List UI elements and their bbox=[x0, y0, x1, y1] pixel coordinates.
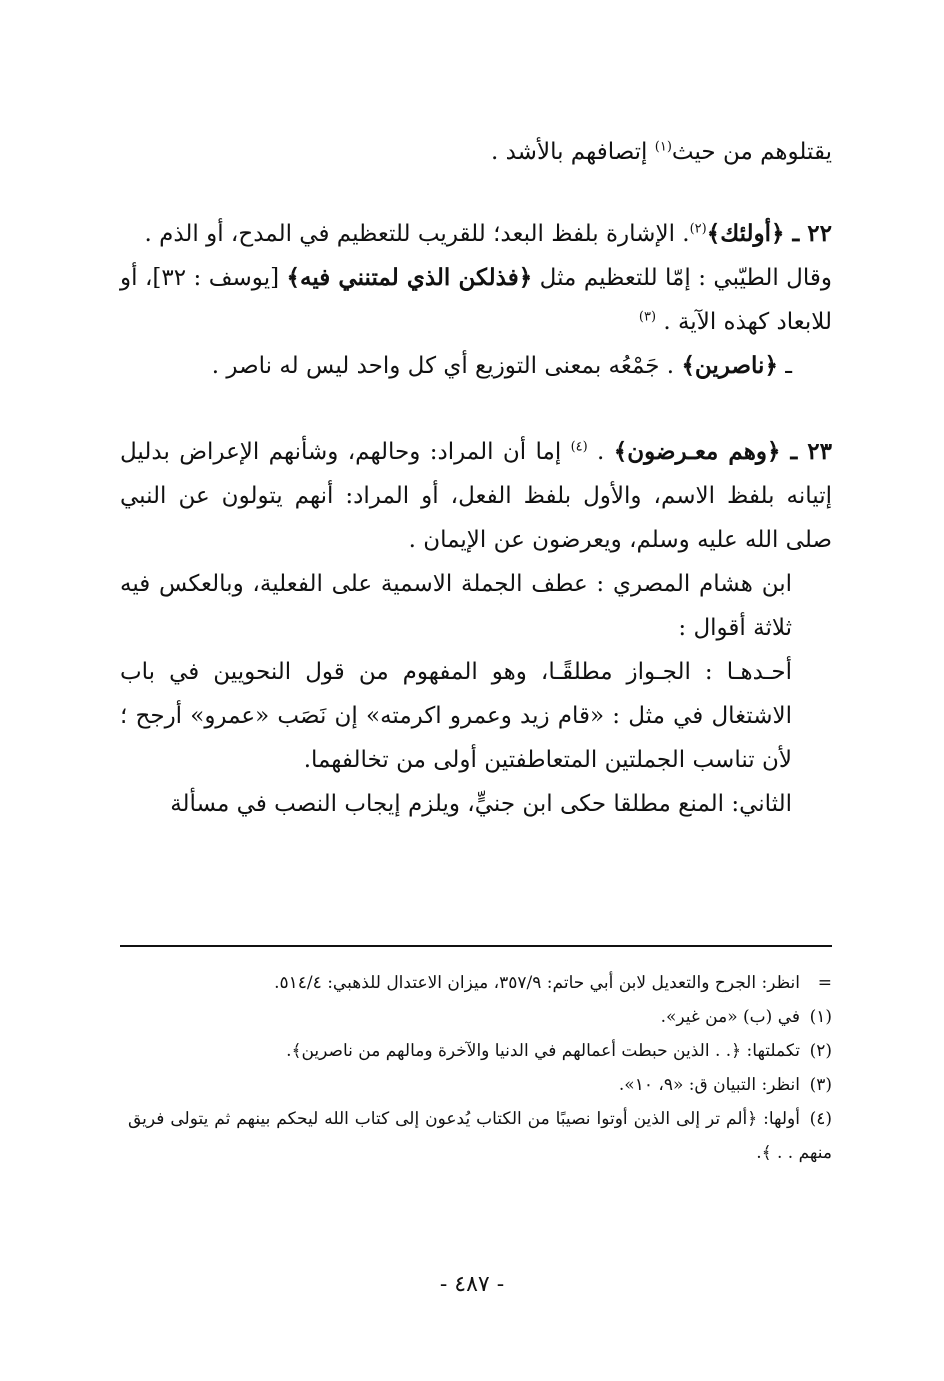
section-22-tibi bbox=[120, 256, 832, 344]
section-number-23: ٢٣ ـ bbox=[780, 438, 832, 465]
footnote-number: (٤) bbox=[809, 1109, 832, 1129]
footnote-2 bbox=[128, 1034, 832, 1068]
continuation-text: انظر: الجرح والتعديل لابن أبي حاتم: ٣٥٧/٩، ميزان الاعتدال للذهبي: ٥١٤/٤. bbox=[274, 973, 800, 993]
main-text bbox=[120, 130, 832, 826]
section-22 bbox=[120, 212, 832, 256]
section-23-second-opinion: الثاني: المنع مطلقا حكى ابن جنيٍّ، ويلزم إيجاب النصب في مسألة bbox=[170, 791, 792, 817]
dash: ـ bbox=[777, 353, 792, 379]
footnote-ref-4: (٤) bbox=[570, 439, 588, 455]
dot: . bbox=[587, 439, 614, 465]
nasirin-text: . جَمْعُه بمعنى التوزيع أي كل واحد ليس له ناصر . bbox=[211, 353, 682, 379]
tibi-text-end: [يوسف : ٣٢]، أو للابعاد كهذه الآية . bbox=[120, 265, 832, 335]
footnote-text: انظر: التبيان ق: «٩، ١٠». bbox=[618, 1075, 800, 1095]
footnote-text: أولها: ﴿ألم تر إلى الذين أوتوا نصيبًا من الكتاب يُدعون إلى كتاب الله ليحكم بينهم ثم يتولى فريق منهم . . ﴾. bbox=[128, 1109, 832, 1163]
footnote-continuation bbox=[128, 966, 832, 1000]
footnote-ref-1: (١) bbox=[654, 139, 672, 155]
page-number: - ٤٨٧ - bbox=[439, 1272, 505, 1297]
intro-text-end: إتصافهم بالأشد . bbox=[490, 139, 655, 165]
section-number-22: ٢٢ ـ bbox=[784, 220, 832, 247]
quran-quote-23: ﴿وهم معـرضون﴾ bbox=[613, 438, 781, 465]
footnote-4 bbox=[128, 1102, 832, 1170]
continuation-mark: = bbox=[817, 973, 832, 993]
footnote-divider bbox=[120, 945, 832, 947]
quran-quote-nasirin: ﴿ناصرين﴾ bbox=[681, 352, 778, 379]
intro-text: يقتلوهم من حيث bbox=[671, 139, 832, 165]
section-23-ibn-hisham: ابن هشام المصري : عطف الجملة الاسمية على الفعلية، وبالعكس فيه ثلاثة أقوال : bbox=[120, 571, 792, 641]
footnote-text: تكملتها: ﴿. . الذين حبطت أعمالهم في الدنيا والآخرة ومالهم من ناصرين﴾. bbox=[286, 1041, 800, 1061]
section-23-first-opinion: أحـدهـا : الجـواز مطلقًـا، وهو المفهوم من قول النحويين في باب الاشتغال في مثل : «قام زيد وعمرو اكرمته» إن نَصَب «عمرو» أرجح ؛ لأن تناسب الجملتين المتعاطفتين أولى من تخالفهما. bbox=[120, 659, 792, 773]
footnotes bbox=[128, 966, 832, 1170]
footnote-1 bbox=[128, 1000, 832, 1034]
footnote-number: (٣) bbox=[809, 1075, 832, 1095]
footnote-text: في (ب) «من غير». bbox=[660, 1007, 800, 1027]
quran-quote-22: ﴿أولئك﴾ bbox=[706, 220, 785, 247]
footnote-3 bbox=[128, 1068, 832, 1102]
footnote-number: (١) bbox=[809, 1007, 832, 1027]
footnote-ref-3: (٣) bbox=[638, 309, 657, 325]
footnote-number: (٢) bbox=[809, 1041, 832, 1061]
section-22-nasirin bbox=[120, 344, 832, 388]
footnote-ref-2: (٢) bbox=[689, 221, 707, 237]
section-23 bbox=[120, 430, 832, 562]
section-23-text: إما أن المراد: وحالهم، وشأنهم الإعراض بدليل إتيانه بلفظ الاسم، والأول بلفظ الفعل، أو المراد: أنهم يتولون عن النبي صلى الله عليه وسلم، ويعرضون عن الإيمان . bbox=[120, 439, 832, 553]
quran-quote-yusuf: ﴿فذلكن الذي لمتنني فيه﴾ bbox=[286, 264, 533, 291]
tibi-text: وقال الطيّبي : إمّا للتعظيم مثل bbox=[532, 265, 832, 291]
paragraph-intro bbox=[120, 130, 832, 174]
section-22-text: . الإشارة بلفظ البعد؛ للقريب للتعظيم في المدح، أو الذم . bbox=[144, 221, 690, 247]
